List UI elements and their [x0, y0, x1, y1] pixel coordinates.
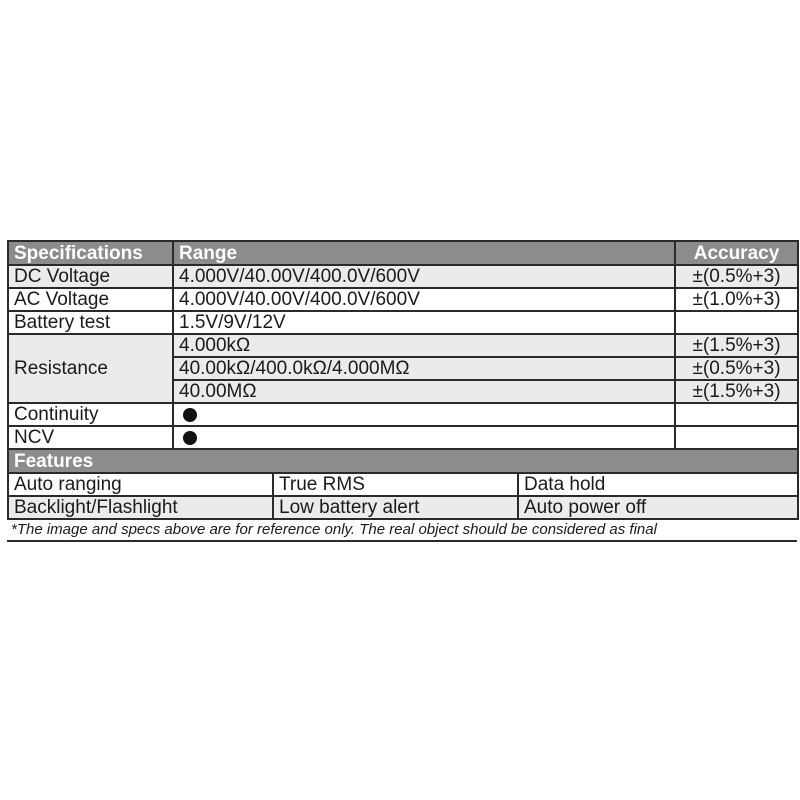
spec-label: Continuity: [8, 403, 173, 426]
spec-accuracy: [675, 311, 798, 334]
spec-accuracy: ±(1.0%+3): [675, 288, 798, 311]
spec-accuracy: ±(0.5%+3): [675, 357, 798, 380]
spec-accuracy: ±(1.5%+3): [675, 334, 798, 357]
spec-range: 4.000V/40.00V/400.0V/600V: [173, 265, 675, 288]
spec-range: 4.000V/40.00V/400.0V/600V: [173, 288, 675, 311]
table-row: [8, 403, 798, 426]
feature-item: Auto power off: [518, 496, 798, 519]
spec-range: 40.00MΩ: [173, 380, 675, 403]
spec-sheet: [7, 240, 797, 542]
header-range: Range: [173, 241, 675, 265]
table-row: [8, 496, 798, 519]
spec-label-resistance: Resistance: [8, 334, 173, 403]
spec-accuracy: [675, 403, 798, 426]
spec-accuracy: ±(0.5%+3): [675, 265, 798, 288]
feature-item: Low battery alert: [273, 496, 518, 519]
spec-header-row: [8, 241, 798, 265]
table-row: [8, 311, 798, 334]
header-accuracy: Accuracy: [675, 241, 798, 265]
spec-label: DC Voltage: [8, 265, 173, 288]
spec-label: Battery test: [8, 311, 173, 334]
spec-range: 4.000kΩ: [173, 334, 675, 357]
filled-circle-icon: [183, 408, 197, 422]
header-specifications: Specifications: [8, 241, 173, 265]
spec-accuracy: [675, 426, 798, 449]
table-row: [8, 473, 798, 496]
spec-label: NCV: [8, 426, 173, 449]
spec-accuracy: ±(1.5%+3): [675, 380, 798, 403]
spec-label: AC Voltage: [8, 288, 173, 311]
spec-range: [173, 403, 675, 426]
feature-item: Backlight/Flashlight: [8, 496, 273, 519]
features-header-row: [8, 449, 798, 473]
features-table: [7, 448, 799, 520]
table-row: [8, 265, 798, 288]
footnote: *The image and specs above are for reference only. The real object should be considered as final: [7, 520, 797, 542]
feature-item: True RMS: [273, 473, 518, 496]
spec-range: [173, 426, 675, 449]
table-row: [8, 426, 798, 449]
feature-item: Data hold: [518, 473, 798, 496]
spec-range: 40.00kΩ/400.0kΩ/4.000MΩ: [173, 357, 675, 380]
specifications-table: [7, 240, 799, 450]
spec-range: 1.5V/9V/12V: [173, 311, 675, 334]
table-row: [8, 334, 798, 357]
filled-circle-icon: [183, 431, 197, 445]
features-header: Features: [8, 449, 798, 473]
table-row: [8, 288, 798, 311]
feature-item: Auto ranging: [8, 473, 273, 496]
